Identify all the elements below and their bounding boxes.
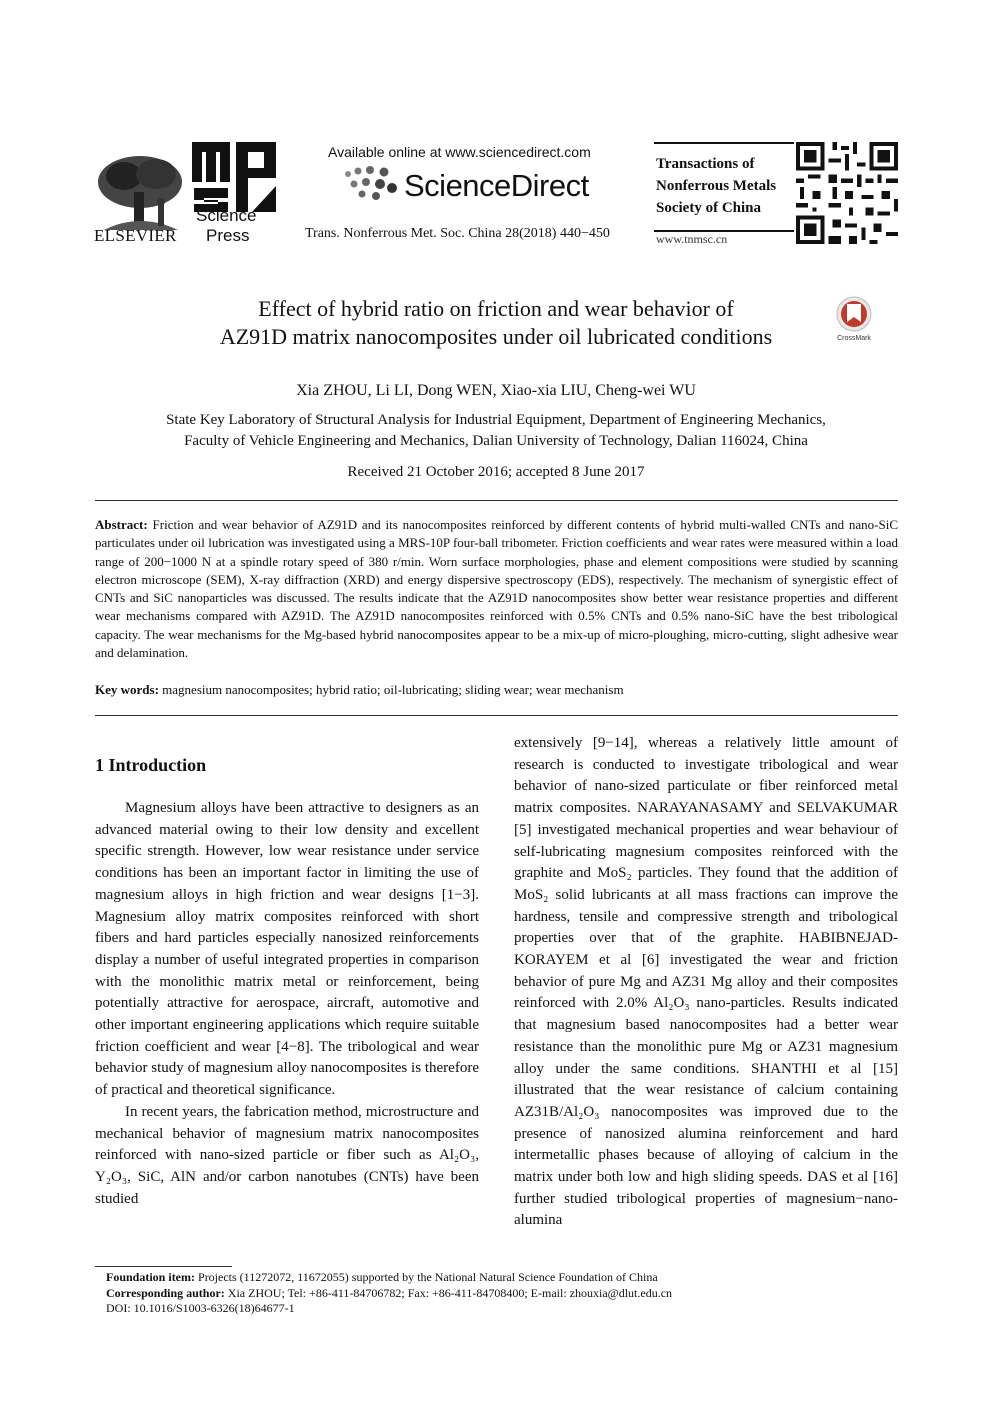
keywords <box>95 682 898 698</box>
received-dates: Received 21 October 2016; accepted 8 June 2017 <box>347 464 645 480</box>
journal-citation: Trans. Nonferrous Met. Soc. China 28(2018) 440−450 <box>305 226 610 241</box>
corresponding-author <box>106 1286 672 1302</box>
body-column-right <box>514 733 898 1232</box>
qr-code-icon <box>796 142 898 244</box>
body-column-left <box>95 798 479 1210</box>
affiliation-line: Faculty of Vehicle Engineering and Mechanics, Dalian University of Technology, Dalian 116024, China <box>184 433 808 449</box>
foundation-item <box>106 1270 672 1286</box>
abstract-top-rule <box>95 500 898 501</box>
footnote-rule <box>95 1266 232 1267</box>
keywords-label: Key words: <box>95 682 159 697</box>
tnmsc-line: Society of China <box>656 200 761 216</box>
doi: DOI: 10.1016/S1003-6326(18)64677-1 <box>106 1301 295 1315</box>
abstract-label: Abstract: <box>95 517 148 532</box>
foundation-text: Projects (11272072, 11672055) supported by the National Natural Science Foundation of China <box>198 1270 658 1284</box>
abstract <box>95 516 898 662</box>
paper-title-line: AZ91D matrix nanocomposites under oil lubricated conditions <box>219 324 773 349</box>
footnotes <box>106 1270 672 1317</box>
tnmsc-line: Nonferrous Metals <box>656 178 777 194</box>
foundation-label: Foundation item: <box>106 1270 196 1284</box>
author-list: Xia ZHOU, Li LI, Dong WEN, Xiao-xia LIU, Cheng-wei WU <box>296 382 696 399</box>
body-paragraph: Magnesium alloys have been attractive to designers as an advanced material owing to their low density and excellent specific strength. However, low wear resistance under service conditions has been an important factor in limiting the use of magnesium alloys in high friction and wear designs [1−3]. Magnesium alloy matrix composites reinforced with short fibers and hard particles especially nanosized reinforcements display a number of useful integrated properties in comparison with the monolithic matrix metal or reinforcement, being potentially attractive for aerospace, aircraft, automotive and other important engineering applications which require suitable friction coefficient and wear [4−8]. The tribological and wear behavior study of magnesium alloy nanocomposites is therefore of practical and theoretical significance. <box>95 800 479 1099</box>
sciencedirect-dots-icon <box>342 166 402 202</box>
crossmark-label: CrossMark <box>837 335 871 342</box>
body-paragraph: extensively [9−14], whereas a relatively little amount of research is conducted to investigate tribological and wear behavior of nano-sized particulate or fiber reinforced metal matrix composites. NARAYANASAMY and SELVAKUMAR [5] investigated mechanical properties and wear behaviour of self-lubricating magnesium composites reinforced with the graphite and MoS₂ particles. They found that the addition of MoS₂ solid lubricants at all mass fractions can improve the hardness, tensile and compressive strength and tribological properties over that of the graphite. HABIBNEJAD-KORAYEM et al [6] investigated the wear and friction behavior of pure Mg and AZ31 Mg alloy and their composites reinforced with 2.0% Al₂O₃ nano-particles. Results indicated that magnesium based nanocomposites had a better wear resistance than the monolithic pure Mg or AZ31 magnesium alloy under the same conditions. SHANTHI et al [15] illustrated that the wear resistance of calcium containing AZ31B/Al₂O₃ nanocomposites was improved due to the presence of nanosized alumina reinforcement and hard intermetallic phases because of alloying of calcium in the matrix under both low and high sliding speeds. DAS et al [16] further studied tribological properties of magnesium−nano-alumina <box>514 735 898 1229</box>
abstract-bottom-rule <box>95 715 898 716</box>
available-online-text: Available online at www.sciencedirect.com <box>328 144 591 160</box>
tnmsc-journal-box <box>654 142 794 232</box>
elsevier-name: ELSEVIER <box>94 226 177 245</box>
paper-title-line: Effect of hybrid ratio on friction and wear behavior of <box>258 296 734 321</box>
tnmsc-line: Transactions of <box>656 156 755 172</box>
tnmsc-url: www.tnmsc.cn <box>656 232 728 246</box>
crossmark-icon[interactable] <box>832 296 876 342</box>
corresponding-label: Corresponding author: <box>106 1285 225 1300</box>
corresponding-text: Xia ZHOU; Tel: +86-411-84706782; Fax: +86-411-84708400; E-mail: zhouxia@dlut.edu.cn <box>227 1285 673 1300</box>
keywords-text: magnesium nanocomposites; hybrid ratio; oil-lubricating; sliding wear; wear mechanism <box>162 682 624 697</box>
body-paragraph: In recent years, the fabrication method, microstructure and mechanical behavior of magnesium matrix nanocomposites reinforced with nano-sized particle or fiber such as Al₂O₃, Y₂O₃, SiC, AlN and/or carbon nanotubes (CNTs) have been studied <box>95 1103 479 1207</box>
science-press-science: Science <box>196 206 257 225</box>
science-press-logo <box>192 142 278 212</box>
affiliation-line: State Key Laboratory of Structural Analysis for Industrial Equipment, Department of Engineering Mechanics, <box>166 412 826 428</box>
sciencedirect-wordmark: ScienceDirect <box>404 168 589 203</box>
section-heading: 1 Introduction <box>95 755 207 775</box>
science-press-press: Press <box>206 226 250 245</box>
abstract-text: Friction and wear behavior of AZ91D and its nanocomposites reinforced by different contents of hybrid multi-walled CNTs and nano-SiC particulates under oil lubrication was investigated using a MRS-10P four-ball tribometer. Friction coefficients and wear rates were measured within a load range of 200−1000 N at a spindle rotary speed of 380 r/min. Worn surface morphologies, phase and element compositions were studied by scanning electron microscope (SEM), X-ray diffraction (XRD) and energy dispersive spectroscopy (EDS), respectively. The mechanism of synergistic effect of CNTs and SiC nanoparticles was discussed. The results indicate that the AZ91D nanocomposites show better wear resistance properties and different wear mechanisms compared with AZ91D. The AZ91D nanocomposites reinforced with 0.5% CNTs and 0.5% nano-SiC have the best tribological capacity. The wear mechanisms for the Mg-based hybrid nanocomposites appear to be a mix-up of micro-ploughing, micro-cutting, slight adhesive wear and delamination. <box>95 517 898 661</box>
